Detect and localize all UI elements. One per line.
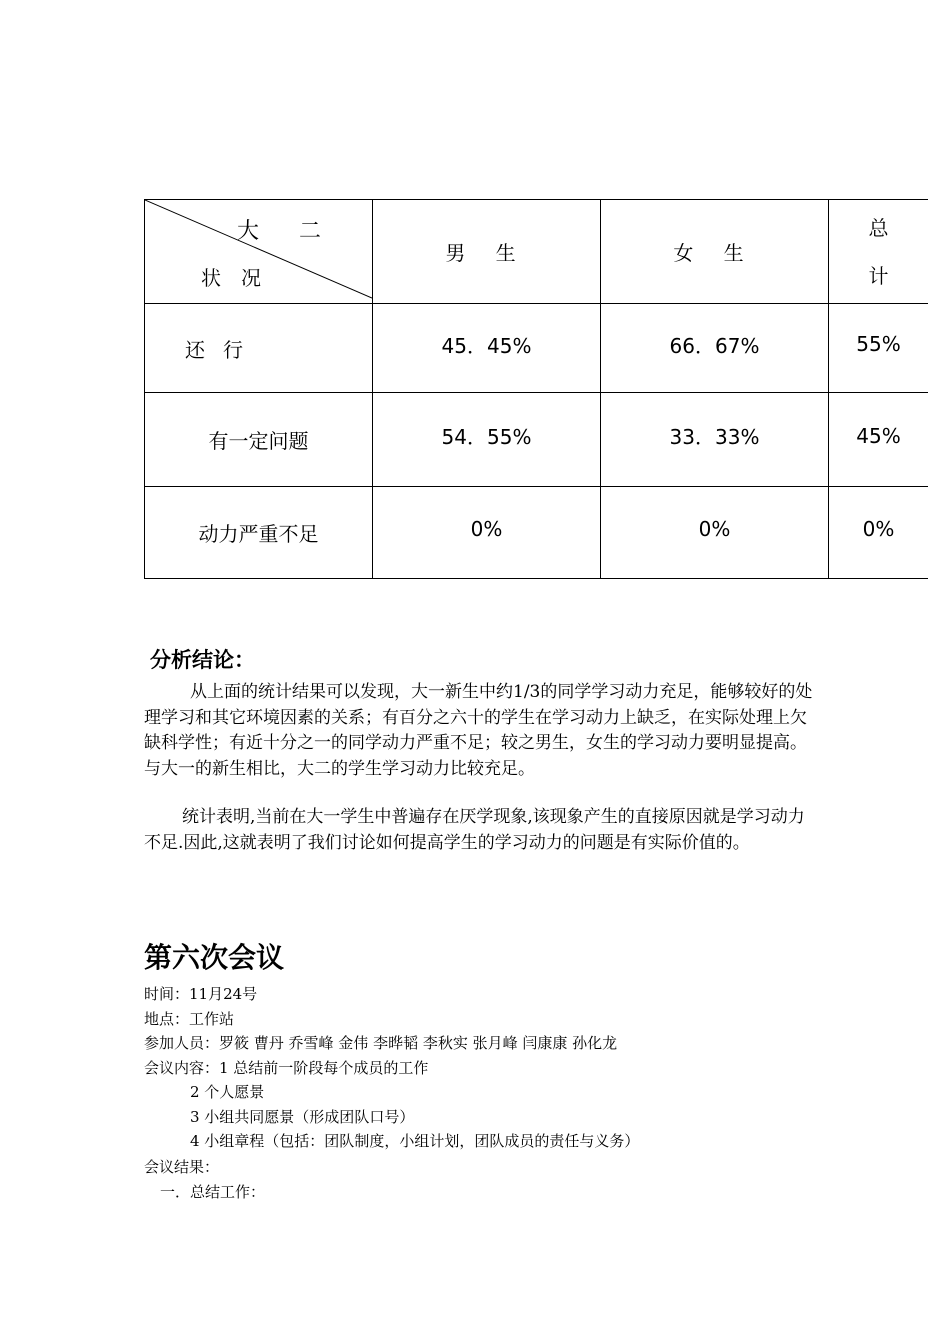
cell-total <box>829 487 929 579</box>
statistics-table <box>144 199 928 579</box>
row-label: 还行 <box>145 304 373 393</box>
diagonal-header-cell <box>145 200 373 304</box>
meeting-time: 时间：11月24号 <box>144 985 258 1003</box>
meeting-content-1: 会议内容：1 总结前一阶段每个成员的工作 <box>144 1059 429 1077</box>
meeting-place: 地点：工作站 <box>144 1010 235 1028</box>
meeting-content-4: 4 小组章程（包括：团队制度，小组计划，团队成员的责任与义务） <box>190 1132 640 1150</box>
header-male: 男 生 <box>373 200 601 304</box>
value-total: 45% <box>856 423 901 448</box>
cell-female <box>601 393 829 487</box>
cell-total <box>829 304 929 393</box>
value-female: 66．67% <box>669 333 760 358</box>
header-total <box>829 200 929 304</box>
cell-male <box>373 393 601 487</box>
value-male: 45．45% <box>441 333 532 358</box>
meeting-content-3: 3 小组共同愿景（形成团队口号） <box>190 1108 415 1126</box>
cell-male <box>373 304 601 393</box>
header-total-2: 计 <box>868 263 889 288</box>
meeting-result-label: 会议结果： <box>144 1158 220 1176</box>
row-label: 动力严重不足 <box>145 487 373 579</box>
header-status: 状况 <box>201 266 281 290</box>
table-row <box>145 487 929 579</box>
table-row <box>145 304 929 393</box>
table-header-row <box>145 200 929 304</box>
cell-female <box>601 304 829 393</box>
value-male: 0% <box>470 516 503 541</box>
cell-total <box>829 393 929 487</box>
analysis-paragraph-1: 从上面的统计结果可以发现，大一新生中约1/3的同学学习动力充足，能够较好的处理学习和其它环境因素的关系；有百分之六十的学生在学习动力上缺乏，在实际处理上欠缺科学性；有近十分之一的同学动力严重不足；较之男生，女生的学习动力要明显提高。与大一的新生相比，大二的学生学习动力比较充足。 <box>144 682 813 779</box>
value-male: 54．55% <box>441 425 532 449</box>
header-total-1: 总 <box>868 215 889 240</box>
analysis-paragraph-2: 统计表明,当前在大一学生中普遍存在厌学现象,该现象产生的直接原因就是学习动力不足.因此,这就表明了我们讨论如何提高学生的学习动力的问题是有实际价值的。 <box>144 807 805 853</box>
meeting-participants: 参加人员：罗筱 曹丹 乔雪峰 金伟 李晔韬 李秋实 张月峰 闫康康 孙化龙 <box>144 1034 618 1052</box>
row-label: 有一定问题 <box>145 393 373 487</box>
meeting-result-1: 一．总结工作： <box>160 1183 266 1201</box>
value-total: 55% <box>856 332 901 356</box>
table-row <box>145 393 929 487</box>
header-grade: 大二 <box>237 219 362 244</box>
cell-male <box>373 487 601 579</box>
meeting-content-2: 2 个人愿景 <box>190 1083 265 1101</box>
meeting-heading: 第六次会议 <box>144 941 285 974</box>
analysis-heading: 分析结论： <box>150 648 255 672</box>
value-female: 33．33% <box>669 425 760 449</box>
cell-female <box>601 487 829 579</box>
value-female: 0% <box>698 516 731 541</box>
value-total: 0% <box>862 516 895 541</box>
header-female: 女 生 <box>601 200 829 304</box>
